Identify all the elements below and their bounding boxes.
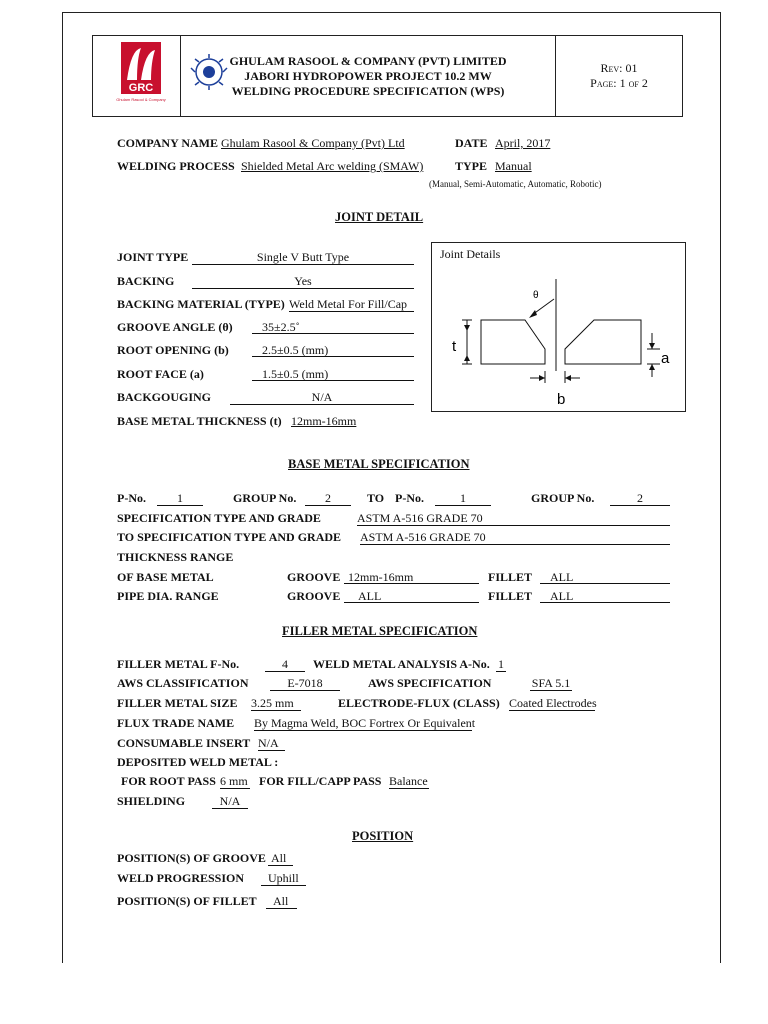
emblem-icon xyxy=(189,54,229,90)
electrode-value: Coated Electrodes xyxy=(509,696,597,710)
pno-label: P-No. xyxy=(117,491,146,505)
groove-value: 12mm-16mm xyxy=(344,570,479,584)
header-title-cell xyxy=(181,36,556,116)
to-group-value: 2 xyxy=(610,491,670,506)
process-label: WELDING PROCESS xyxy=(117,159,235,173)
root-opening-label: ROOT OPENING (b) xyxy=(117,343,229,357)
logo-text: GRC xyxy=(128,82,154,94)
joint-diagram-box xyxy=(431,242,686,412)
type-value: Manual xyxy=(495,159,532,173)
joint-type-value: Single V Butt Type xyxy=(192,250,414,265)
position-title: POSITION xyxy=(352,829,414,843)
insert-label: CONSUMABLE INSERT xyxy=(117,736,251,750)
of-base-metal-label: OF BASE METAL xyxy=(117,570,214,584)
position-fillet-label: POSITION(S) OF FILLET xyxy=(117,894,257,908)
revision-number: Rev: 01 xyxy=(600,61,638,75)
size-label: FILLER METAL SIZE xyxy=(117,696,238,710)
pipe-label: PIPE DIA. RANGE xyxy=(117,589,219,603)
header-line-2: JABORI HYDROPOWER PROJECT 10.2 MW xyxy=(244,68,492,83)
to-spec-value: ASTM A-516 GRADE 70 xyxy=(360,530,670,545)
pipe-groove-label: GROOVE xyxy=(287,589,341,603)
progression-value: Uphill xyxy=(261,871,306,886)
ano-label: WELD METAL ANALYSIS A-No. xyxy=(313,657,490,671)
fillet-label: FILLET xyxy=(488,570,533,584)
pipe-fillet-label: FILLET xyxy=(488,589,533,603)
aws-spec-label: AWS SPECIFICATION xyxy=(368,676,492,690)
fill-pass-value: Balance xyxy=(389,774,428,788)
fill-pass-label: FOR FILL/CAPP PASS xyxy=(259,774,382,788)
groove-angle-label: GROOVE ANGLE (θ) xyxy=(117,320,233,334)
fno-label: FILLER METAL F-No. xyxy=(117,657,240,671)
group-value: 2 xyxy=(305,491,351,506)
to-spec-label: TO SPECIFICATION TYPE AND GRADE xyxy=(117,530,342,544)
position-fillet-value: All xyxy=(266,894,297,909)
flux-value: By Magma Weld, BOC Fortrex Or Equivalent xyxy=(254,716,476,730)
deposited-label: DEPOSITED WELD METAL : xyxy=(117,755,279,769)
date-value: April, 2017 xyxy=(495,136,551,150)
logo-cell xyxy=(93,36,181,116)
filler-metal-title: FILLER METAL SPECIFICATION xyxy=(282,624,478,638)
page-number: Page: 1 of 2 xyxy=(590,76,648,90)
aws-spec-value: SFA 5.1 xyxy=(531,676,571,690)
to-pno-value: 1 xyxy=(435,491,491,506)
company-label: COMPANY NAME xyxy=(117,136,218,150)
shielding-value: N/A xyxy=(212,794,248,809)
root-face-label: ROOT FACE (a) xyxy=(117,367,204,381)
to-label: TO xyxy=(367,491,385,505)
groove-angle-value: 35±2.5˚ xyxy=(252,320,414,334)
backgouging-value: N/A xyxy=(230,390,414,405)
group-label: GROUP No. xyxy=(233,491,297,505)
process-value: Shielded Metal Arc welding (SMAW) xyxy=(241,159,424,173)
thickness-label: BASE METAL THICKNESS (t) xyxy=(117,414,282,428)
document-header xyxy=(92,35,683,117)
size-value: 3.25 mm xyxy=(251,696,301,711)
joint-diagram-label: Joint Details xyxy=(440,247,501,261)
joint-detail-title: JOINT DETAIL xyxy=(335,210,424,224)
page-frame xyxy=(62,12,721,963)
shielding-label: SHIELDING xyxy=(117,794,186,808)
aws-class-label: AWS CLASSIFICATION xyxy=(117,676,249,690)
pno-value: 1 xyxy=(157,491,203,506)
groove-label: GROOVE xyxy=(287,570,341,584)
type-note: (Manual, Semi-Automatic, Automatic, Robotic) xyxy=(429,179,602,189)
spec-value: ASTM A-516 GRADE 70 xyxy=(357,511,670,526)
fno-value: 4 xyxy=(265,657,305,672)
insert-value: N/A xyxy=(258,736,285,751)
to-group-label: GROUP No. xyxy=(531,491,595,505)
type-label: TYPE xyxy=(455,159,488,173)
logo-caption: Ghulam Rasool & Company xyxy=(116,97,166,102)
spec-label: SPECIFICATION TYPE AND GRADE xyxy=(117,511,321,525)
progression-label: WELD PROGRESSION xyxy=(117,871,245,885)
grc-logo-icon xyxy=(93,36,180,116)
revision-cell xyxy=(556,36,682,116)
company-value: Ghulam Rasool & Company (Pvt) Ltd xyxy=(221,136,405,150)
t-label: t xyxy=(452,338,457,355)
root-opening-value: 2.5±0.5 (mm) xyxy=(252,343,414,357)
position-groove-value: All xyxy=(268,851,293,866)
joint-type-label: JOINT TYPE xyxy=(117,250,189,264)
theta-label: θ xyxy=(533,290,539,301)
pipe-fillet-value: ALL xyxy=(540,589,670,603)
b-label: b xyxy=(557,391,566,408)
electrode-label: ELECTRODE-FLUX (CLASS) xyxy=(338,696,500,710)
date-label: DATE xyxy=(455,136,488,150)
backing-material-value: Weld Metal For Fill/Cap xyxy=(289,297,414,312)
header-line-1: GHULAM RASOOL & COMPANY (PVT) LIMITED xyxy=(229,53,507,68)
pipe-groove-value: ALL xyxy=(344,589,479,603)
to-pno-label: P-No. xyxy=(395,491,424,505)
thickness-value: 12mm-16mm xyxy=(291,414,357,428)
root-face-value: 1.5±0.5 (mm) xyxy=(252,367,414,381)
position-groove-label: POSITION(S) OF GROOVE xyxy=(117,851,266,865)
joint-diagram xyxy=(432,243,685,411)
backing-material-label: BACKING MATERIAL (TYPE) xyxy=(117,297,285,311)
fillet-value: ALL xyxy=(540,570,670,584)
backing-label: BACKING xyxy=(117,274,175,288)
header-line-3: WELDING PROCEDURE SPECIFICATION (WPS) xyxy=(231,83,505,98)
root-pass-label: FOR ROOT PASS xyxy=(121,774,216,788)
aws-class-value: E-7018 xyxy=(270,676,340,691)
backing-value: Yes xyxy=(192,274,414,289)
thickness-range-label: THICKNESS RANGE xyxy=(117,550,234,564)
a-label: a xyxy=(661,350,670,367)
root-pass-value: 6 mm xyxy=(220,774,250,789)
flux-label: FLUX TRADE NAME xyxy=(117,716,235,730)
backgouging-label: BACKGOUGING xyxy=(117,390,212,404)
base-metal-title: BASE METAL SPECIFICATION xyxy=(288,457,470,471)
ano-value: 1 xyxy=(498,657,504,671)
